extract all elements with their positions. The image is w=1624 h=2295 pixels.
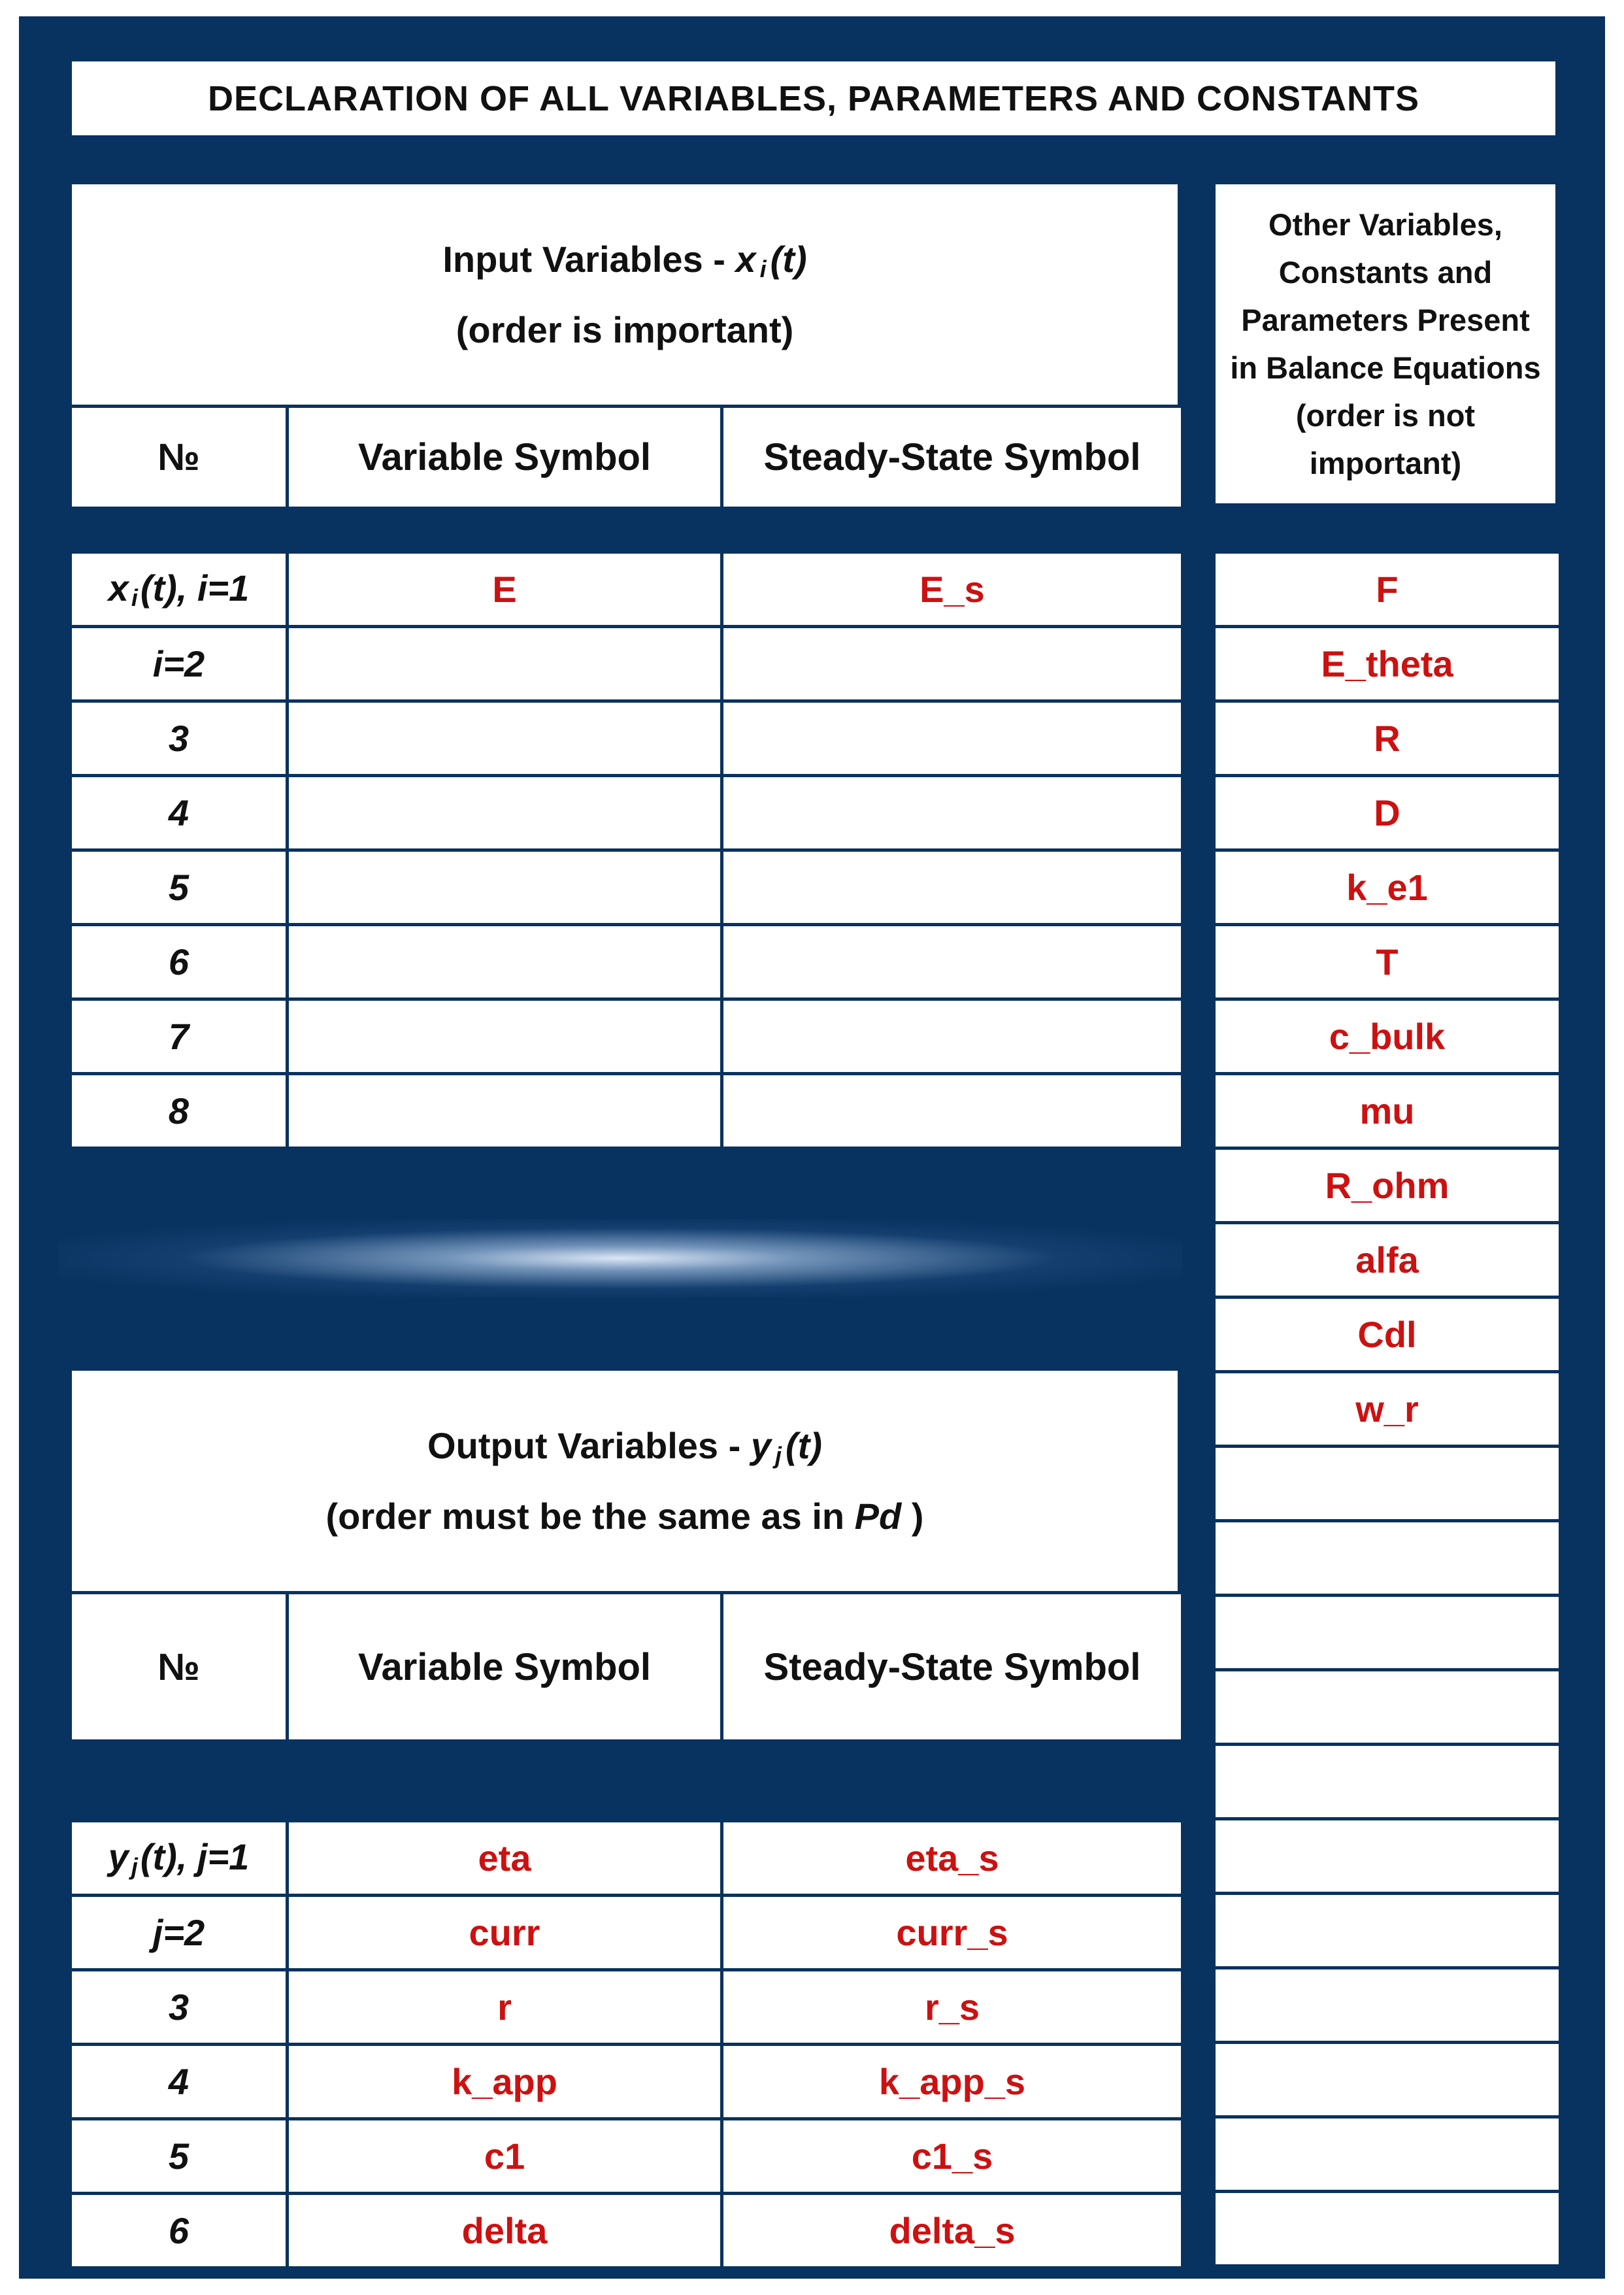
other-row — [1214, 1968, 1561, 2043]
other-row — [1214, 1074, 1561, 1148]
output-steady-state-symbol-cell[interactable]: k_app_s — [722, 2045, 1183, 2119]
output-row — [71, 2045, 1183, 2119]
other-variable-cell[interactable]: R — [1214, 701, 1561, 776]
other-header-line: in Balance Equations — [1230, 350, 1541, 385]
other-variable-cell[interactable] — [1214, 1447, 1561, 1521]
input-col-variable-symbol: Variable Symbol — [288, 407, 722, 509]
output-steady-state-symbol-cell[interactable]: c1_s — [722, 2119, 1183, 2194]
input-steady-state-symbol-cell[interactable] — [722, 925, 1183, 999]
output-steady-state-symbol-cell[interactable]: curr_s — [722, 1896, 1183, 1970]
output-variable-symbol-cell[interactable]: delta — [288, 2194, 722, 2268]
output-col-no: № — [71, 1593, 288, 1741]
other-variable-cell[interactable] — [1214, 1745, 1561, 1819]
input-row-number: i=2 — [71, 627, 288, 701]
output-variables-table — [69, 1819, 1184, 2270]
other-variable-cell[interactable] — [1214, 1596, 1561, 1670]
output-variable-symbol-cell[interactable]: k_app — [288, 2045, 722, 2119]
other-variable-cell[interactable] — [1214, 1521, 1561, 1596]
other-variable-cell[interactable] — [1214, 2043, 1561, 2117]
output-row-number: 4 — [71, 2045, 288, 2119]
input-header-title: Input Variables - x $_i$ (t) — [442, 239, 807, 282]
input-steady-state-symbol-cell[interactable] — [722, 999, 1183, 1074]
input-row-number: 3 — [71, 701, 288, 776]
other-variable-cell[interactable]: alfa — [1214, 1223, 1561, 1298]
other-variable-cell[interactable]: mu — [1214, 1074, 1561, 1148]
other-row — [1214, 999, 1561, 1074]
output-row — [71, 2119, 1183, 2194]
input-row — [71, 552, 1183, 627]
input-steady-state-symbol-cell[interactable]: E_s — [722, 552, 1183, 627]
other-row — [1214, 2043, 1561, 2117]
output-column-headers — [69, 1591, 1184, 1743]
input-row — [71, 701, 1183, 776]
output-col-steady-state-symbol: Steady-State Symbol — [722, 1593, 1183, 1741]
input-row — [71, 1074, 1183, 1148]
other-row — [1214, 1148, 1561, 1223]
input-variable-symbol-cell[interactable] — [288, 776, 722, 850]
other-variable-cell[interactable] — [1214, 1968, 1561, 2043]
output-row-number: 6 — [71, 2194, 288, 2268]
input-variable-symbol-cell[interactable] — [288, 925, 722, 999]
input-col-no: № — [71, 407, 288, 509]
other-header-line: Other Variables, — [1268, 207, 1502, 242]
input-variable-symbol-cell[interactable] — [288, 999, 722, 1074]
input-row-number: x $_i$(t), i=1 — [71, 552, 288, 627]
input-variable-symbol-cell[interactable] — [288, 627, 722, 701]
other-variables-header — [1216, 184, 1555, 503]
other-row — [1214, 1894, 1561, 1968]
input-row-number: 5 — [71, 850, 288, 925]
input-steady-state-symbol-cell[interactable] — [722, 1074, 1183, 1148]
output-row — [71, 1821, 1183, 1896]
other-row — [1214, 701, 1561, 776]
output-row — [71, 2194, 1183, 2268]
other-row — [1214, 2117, 1561, 2192]
other-row — [1214, 1521, 1561, 1596]
output-variable-symbol-cell[interactable]: c1 — [288, 2119, 722, 2194]
decorative-glow — [58, 1219, 1182, 1298]
input-row-number: 8 — [71, 1074, 288, 1148]
output-variable-symbol-cell[interactable]: eta — [288, 1821, 722, 1896]
other-row — [1214, 627, 1561, 701]
output-row-number: y $_j$(t), j=1 — [71, 1821, 288, 1896]
input-row — [71, 850, 1183, 925]
output-row-number: j=2 — [71, 1896, 288, 1970]
input-steady-state-symbol-cell[interactable] — [722, 627, 1183, 701]
input-row — [71, 925, 1183, 999]
other-variable-cell[interactable]: T — [1214, 925, 1561, 999]
other-header-line: Parameters Present — [1241, 303, 1530, 337]
other-variable-cell[interactable]: R_ohm — [1214, 1148, 1561, 1223]
other-row — [1214, 552, 1561, 627]
other-header-line: important) — [1309, 446, 1462, 480]
output-row-number: 5 — [71, 2119, 288, 2194]
input-col-steady-state-symbol: Steady-State Symbol — [722, 407, 1183, 509]
other-header-line: Constants and — [1278, 255, 1493, 290]
input-variable-symbol-cell[interactable] — [288, 701, 722, 776]
other-variable-cell[interactable] — [1214, 1819, 1561, 1894]
input-row-number: 4 — [71, 776, 288, 850]
input-variables-table — [69, 550, 1184, 1150]
other-row — [1214, 1372, 1561, 1447]
input-header — [72, 184, 1178, 405]
declaration-sheet — [19, 16, 1605, 2279]
other-variable-cell[interactable]: E_theta — [1214, 627, 1561, 701]
other-row — [1214, 1745, 1561, 1819]
output-header — [72, 1371, 1178, 1591]
other-row — [1214, 776, 1561, 850]
output-steady-state-symbol-cell[interactable]: r_s — [722, 1970, 1183, 2045]
other-row — [1214, 925, 1561, 999]
other-variable-cell[interactable] — [1214, 2192, 1561, 2266]
other-row — [1214, 1447, 1561, 1521]
input-variable-symbol-cell[interactable]: E — [288, 552, 722, 627]
other-header-line: (order is not — [1295, 398, 1476, 433]
other-row — [1214, 1298, 1561, 1372]
other-variable-cell[interactable] — [1214, 2117, 1561, 2192]
output-col-variable-symbol: Variable Symbol — [288, 1593, 722, 1741]
input-variable-symbol-cell[interactable] — [288, 850, 722, 925]
other-row — [1214, 1223, 1561, 1298]
output-row-number: 3 — [71, 1970, 288, 2045]
input-row — [71, 627, 1183, 701]
input-header-note: (order is important) — [456, 309, 794, 350]
other-variable-cell[interactable] — [1214, 1894, 1561, 1968]
other-variables-table — [1212, 550, 1562, 2268]
other-variable-cell[interactable]: F — [1214, 552, 1561, 627]
sheet-title: DECLARATION OF ALL VARIABLES, PARAMETERS AND CONSTANTS — [72, 61, 1555, 135]
output-header-title: Output Variables - y $_j$ (t) — [427, 1425, 822, 1469]
other-row — [1214, 1596, 1561, 1670]
output-variable-symbol-cell[interactable]: curr — [288, 1896, 722, 1970]
output-steady-state-symbol-cell[interactable]: eta_s — [722, 1821, 1183, 1896]
output-row — [71, 1970, 1183, 2045]
other-variable-cell[interactable]: k_e1 — [1214, 850, 1561, 925]
input-row — [71, 776, 1183, 850]
output-variable-symbol-cell[interactable]: r — [288, 1970, 722, 2045]
input-column-headers — [69, 405, 1184, 510]
other-row — [1214, 1819, 1561, 1894]
input-row-number: 6 — [71, 925, 288, 999]
other-variable-cell[interactable] — [1214, 1670, 1561, 1745]
output-steady-state-symbol-cell[interactable]: delta_s — [722, 2194, 1183, 2268]
other-row — [1214, 850, 1561, 925]
input-row — [71, 999, 1183, 1074]
output-header-note: (order must be the same as in Pd ) — [325, 1496, 924, 1537]
input-row-number: 7 — [71, 999, 288, 1074]
input-steady-state-symbol-cell[interactable] — [722, 850, 1183, 925]
input-steady-state-symbol-cell[interactable] — [722, 776, 1183, 850]
input-variable-symbol-cell[interactable] — [288, 1074, 722, 1148]
other-variable-cell[interactable]: c_bulk — [1214, 999, 1561, 1074]
other-variable-cell[interactable]: w_r — [1214, 1372, 1561, 1447]
other-variable-cell[interactable]: Cdl — [1214, 1298, 1561, 1372]
output-row — [71, 1896, 1183, 1970]
other-row — [1214, 2192, 1561, 2266]
input-steady-state-symbol-cell[interactable] — [722, 701, 1183, 776]
other-row — [1214, 1670, 1561, 1745]
other-variable-cell[interactable]: D — [1214, 776, 1561, 850]
